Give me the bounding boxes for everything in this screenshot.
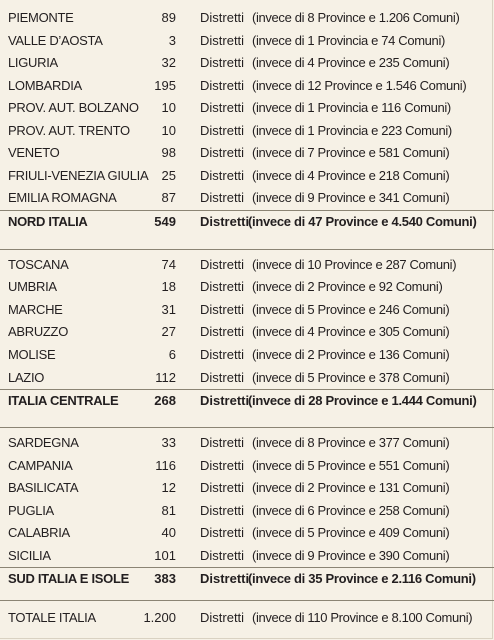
comparison-note: (invece di 8 Province e 1.206 Comuni) xyxy=(252,10,460,25)
comparison-note: (invece di 1 Provincia e 223 Comuni) xyxy=(252,123,452,138)
comparison-note: (invece di 6 Province e 258 Comuni) xyxy=(252,503,450,518)
grand-total-row xyxy=(0,607,494,629)
region-name: MARCHE xyxy=(8,302,63,317)
district-word: Distretti xyxy=(200,33,245,48)
district-count: 101 xyxy=(154,548,176,563)
region-name: VENETO xyxy=(8,145,60,160)
district-word: Distretti xyxy=(200,503,245,518)
district-word: Distretti xyxy=(200,214,250,229)
region-name: BASILICATA xyxy=(8,480,79,495)
district-word: Distretti xyxy=(200,10,245,25)
district-count: 116 xyxy=(155,458,176,473)
district-count: 33 xyxy=(161,435,176,450)
comparison-note: (invece di 35 Province e 2.116 Comuni) xyxy=(248,571,476,586)
comparison-note: (invece di 4 Province e 235 Comuni) xyxy=(252,55,450,70)
district-word: Distretti xyxy=(200,370,245,385)
district-count: 549 xyxy=(154,214,176,229)
district-count: 10 xyxy=(161,100,176,115)
region-name: PIEMONTE xyxy=(8,10,74,25)
region-name: PROV. AUT. TRENTO xyxy=(8,123,130,138)
region-name: FRIULI-VENEZIA GIULIA xyxy=(8,168,149,183)
district-word: Distretti xyxy=(200,302,245,317)
district-word: Distretti xyxy=(200,257,245,272)
table-row xyxy=(0,254,494,276)
district-count: 98 xyxy=(161,145,176,160)
divider xyxy=(0,427,494,428)
comparison-note: (invece di 8 Province e 377 Comuni) xyxy=(252,435,450,450)
table-row xyxy=(0,522,494,544)
comparison-note: (invece di 9 Province e 341 Comuni) xyxy=(252,190,450,205)
district-count: 112 xyxy=(155,370,176,385)
district-word: Distretti xyxy=(200,393,250,408)
district-count: 89 xyxy=(161,10,176,25)
comparison-note: (invece di 47 Province e 4.540 Comuni) xyxy=(248,214,477,229)
district-word: Distretti xyxy=(200,78,245,93)
district-count: 195 xyxy=(154,78,176,93)
district-word: Distretti xyxy=(200,123,245,138)
region-name: SICILIA xyxy=(8,548,51,563)
district-count: 1.200 xyxy=(143,610,176,625)
region-name: EMILIA ROMAGNA xyxy=(8,190,117,205)
table-row xyxy=(0,97,494,119)
region-name: LAZIO xyxy=(8,370,45,385)
district-count: 6 xyxy=(168,347,176,362)
district-word: Distretti xyxy=(200,347,245,362)
region-name: PROV. AUT. BOLZANO xyxy=(8,100,139,115)
divider xyxy=(0,249,494,250)
region-name: ABRUZZO xyxy=(8,324,69,339)
subtotal-row-nord xyxy=(0,211,494,233)
district-count: 74 xyxy=(161,257,176,272)
comparison-note: (invece di 1 Provincia e 116 Comuni) xyxy=(252,100,451,115)
comparison-note: (invece di 5 Province e 409 Comuni) xyxy=(252,525,450,540)
district-count: 81 xyxy=(161,503,176,518)
comparison-note: (invece di 5 Province e 246 Comuni) xyxy=(252,302,450,317)
district-word: Distretti xyxy=(200,571,250,586)
region-name: TOSCANA xyxy=(8,257,69,272)
area-name: SUD ITALIA E ISOLE xyxy=(8,571,129,586)
table-row xyxy=(0,187,494,209)
district-count: 32 xyxy=(161,55,176,70)
table-row xyxy=(0,299,494,321)
comparison-note: (invece di 110 Province e 8.100 Comuni) xyxy=(252,610,473,625)
region-name: VALLE D’AOSTA xyxy=(8,33,103,48)
district-word: Distretti xyxy=(200,610,245,625)
district-word: Distretti xyxy=(200,324,245,339)
table-row xyxy=(0,477,494,499)
region-name: LIGURIA xyxy=(8,55,58,70)
subtotal-row-sud xyxy=(0,568,494,590)
region-name: LOMBARDIA xyxy=(8,78,82,93)
comparison-note: (invece di 5 Province e 378 Comuni) xyxy=(252,370,450,385)
divider xyxy=(0,600,494,601)
district-word: Distretti xyxy=(200,525,245,540)
table-row xyxy=(0,455,494,477)
district-count: 3 xyxy=(168,33,176,48)
comparison-note: (invece di 4 Province e 305 Comuni) xyxy=(252,324,450,339)
region-name: CAMPANIA xyxy=(8,458,73,473)
district-count: 18 xyxy=(161,279,176,294)
district-word: Distretti xyxy=(200,55,245,70)
area-name: TOTALE ITALIA xyxy=(8,610,96,625)
comparison-note: (invece di 9 Province e 390 Comuni) xyxy=(252,548,450,563)
table-row xyxy=(0,75,494,97)
district-word: Distretti xyxy=(200,168,245,183)
region-name: PUGLIA xyxy=(8,503,54,518)
table-row xyxy=(0,432,494,454)
table-row xyxy=(0,7,494,29)
district-word: Distretti xyxy=(200,279,245,294)
district-count: 27 xyxy=(161,324,176,339)
table-row xyxy=(0,120,494,142)
comparison-note: (invece di 12 Province e 1.546 Comuni) xyxy=(252,78,467,93)
comparison-note: (invece di 2 Province e 131 Comuni) xyxy=(252,480,450,495)
district-count: 10 xyxy=(161,123,176,138)
comparison-note: (invece di 28 Province e 1.444 Comuni) xyxy=(248,393,477,408)
district-word: Distretti xyxy=(200,548,245,563)
subtotal-row-centro xyxy=(0,390,494,412)
district-word: Distretti xyxy=(200,100,245,115)
table-row xyxy=(0,500,494,522)
table-row xyxy=(0,321,494,343)
district-count: 87 xyxy=(161,190,176,205)
region-name: CALABRIA xyxy=(8,525,70,540)
area-name: NORD ITALIA xyxy=(8,214,88,229)
comparison-note: (invece di 1 Provincia e 74 Comuni) xyxy=(252,33,445,48)
region-name: UMBRIA xyxy=(8,279,57,294)
district-count: 268 xyxy=(154,393,176,408)
area-name: ITALIA CENTRALE xyxy=(8,393,119,408)
comparison-note: (invece di 5 Province e 551 Comuni) xyxy=(252,458,450,473)
district-count: 12 xyxy=(161,480,176,495)
district-word: Distretti xyxy=(200,480,245,495)
district-count: 383 xyxy=(154,571,176,586)
comparison-note: (invece di 2 Province e 136 Comuni) xyxy=(252,347,450,362)
region-name: MOLISE xyxy=(8,347,56,362)
district-count: 31 xyxy=(161,302,176,317)
table-row xyxy=(0,276,494,298)
table-row xyxy=(0,545,494,567)
district-word: Distretti xyxy=(200,458,245,473)
table-row xyxy=(0,142,494,164)
table-row xyxy=(0,344,494,366)
region-name: SARDEGNA xyxy=(8,435,79,450)
table-row xyxy=(0,30,494,52)
table-row xyxy=(0,165,494,187)
comparison-note: (invece di 7 Province e 581 Comuni) xyxy=(252,145,450,160)
table-row xyxy=(0,52,494,74)
district-count: 40 xyxy=(161,525,176,540)
district-word: Distretti xyxy=(200,435,245,450)
comparison-note: (invece di 10 Province e 287 Comuni) xyxy=(252,257,457,272)
table-row xyxy=(0,367,494,389)
district-count: 25 xyxy=(161,168,176,183)
district-word: Distretti xyxy=(200,190,245,205)
comparison-note: (invece di 2 Province e 92 Comuni) xyxy=(252,279,443,294)
comparison-note: (invece di 4 Province e 218 Comuni) xyxy=(252,168,450,183)
district-word: Distretti xyxy=(200,145,245,160)
